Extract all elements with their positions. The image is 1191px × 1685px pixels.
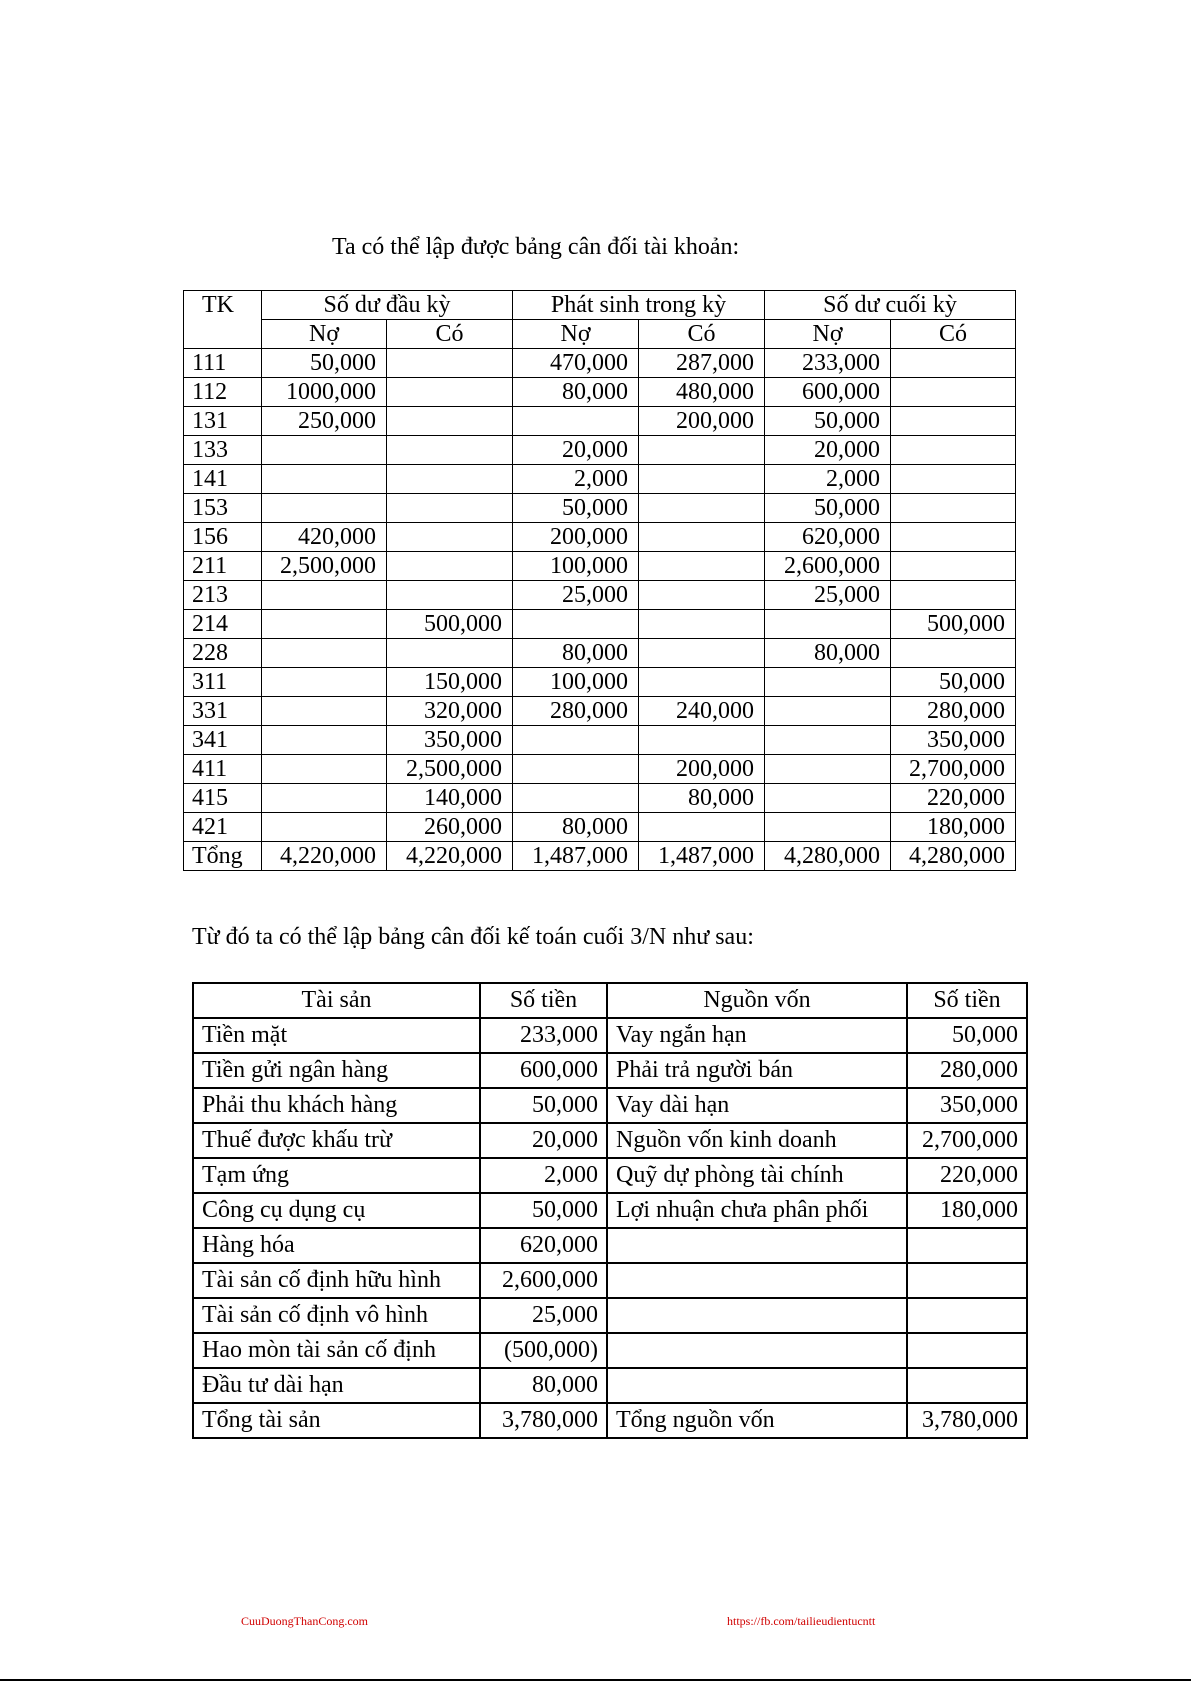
trial-balance-body: [184, 349, 1016, 871]
amount-cell: [387, 378, 513, 407]
item-label-cell: [607, 1228, 907, 1263]
amount-cell: 1000,000: [262, 378, 387, 407]
amount-cell: 600,000: [480, 1053, 607, 1088]
amount-cell: 2,600,000: [765, 552, 891, 581]
account-code-cell: 421: [184, 813, 262, 842]
amount-cell: 500,000: [387, 610, 513, 639]
amount-cell: 4,220,000: [387, 842, 513, 871]
amount-cell: 420,000: [262, 523, 387, 552]
amount-cell: 280,000: [891, 697, 1016, 726]
amount-cell: 2,000: [765, 465, 891, 494]
amount-cell: [639, 639, 765, 668]
amount-cell: 50,000: [480, 1088, 607, 1123]
account-code-cell: 411: [184, 755, 262, 784]
amount-cell: [891, 407, 1016, 436]
amount-cell: [262, 639, 387, 668]
table-row: [193, 1053, 1027, 1088]
item-label-cell: Hàng hóa: [193, 1228, 480, 1263]
amount-cell: [891, 523, 1016, 552]
account-code-cell: 156: [184, 523, 262, 552]
table-row: [193, 1333, 1027, 1368]
amount-cell: [262, 813, 387, 842]
amount-cell: 20,000: [513, 436, 639, 465]
amount-cell: 1,487,000: [513, 842, 639, 871]
amount-cell: 470,000: [513, 349, 639, 378]
amount-cell: 200,000: [513, 523, 639, 552]
table-row: [193, 1193, 1027, 1228]
account-code-cell: Tổng: [184, 842, 262, 871]
account-code-cell: 211: [184, 552, 262, 581]
amount-cell: [765, 755, 891, 784]
amount-cell: 200,000: [639, 407, 765, 436]
amount-cell: 150,000: [387, 668, 513, 697]
account-code-cell: 214: [184, 610, 262, 639]
header-opening-balance: Số dư đầu kỳ: [262, 291, 513, 320]
amount-cell: [639, 813, 765, 842]
amount-cell: 250,000: [262, 407, 387, 436]
item-label-cell: Tiền mặt: [193, 1018, 480, 1053]
item-label-cell: Tạm ứng: [193, 1158, 480, 1193]
balance-sheet-table: [192, 982, 1028, 1439]
amount-cell: [639, 668, 765, 697]
intro2-text: Từ đó ta có thể lập bảng cân đối kế toán cuối 3/N như sau:: [192, 924, 754, 950]
header-debit: Nợ: [765, 320, 891, 349]
amount-cell: 100,000: [513, 552, 639, 581]
table-row: [193, 1228, 1027, 1263]
account-code-cell: 341: [184, 726, 262, 755]
amount-cell: [639, 494, 765, 523]
item-label-cell: Đầu tư dài hạn: [193, 1368, 480, 1403]
amount-cell: [262, 726, 387, 755]
amount-cell: [387, 552, 513, 581]
account-code-cell: 153: [184, 494, 262, 523]
amount-cell: 20,000: [480, 1123, 607, 1158]
amount-cell: [639, 581, 765, 610]
header-credit: Có: [891, 320, 1016, 349]
table-row: [184, 349, 1016, 378]
amount-cell: [765, 813, 891, 842]
account-code-cell: 111: [184, 349, 262, 378]
item-label-cell: Tổng tài sản: [193, 1403, 480, 1438]
amount-cell: [262, 610, 387, 639]
table-row: [184, 697, 1016, 726]
amount-cell: [891, 639, 1016, 668]
header-tk: TK: [184, 291, 262, 349]
intro-text: Ta có thể lập được bảng cân đối tài khoản:: [332, 234, 740, 260]
bottom-divider: [0, 1679, 1191, 1681]
amount-cell: [639, 436, 765, 465]
item-label-cell: [607, 1298, 907, 1333]
amount-cell: 50,000: [765, 494, 891, 523]
account-code-cell: 415: [184, 784, 262, 813]
amount-cell: [765, 668, 891, 697]
amount-cell: 220,000: [907, 1158, 1027, 1193]
amount-cell: [907, 1228, 1027, 1263]
amount-cell: [907, 1298, 1027, 1333]
amount-cell: 2,500,000: [387, 755, 513, 784]
table-row: [193, 1123, 1027, 1158]
amount-cell: [262, 581, 387, 610]
amount-cell: [891, 494, 1016, 523]
amount-cell: [262, 755, 387, 784]
table-row: [184, 407, 1016, 436]
table-row: [184, 436, 1016, 465]
table-row: [184, 784, 1016, 813]
amount-cell: 80,000: [513, 813, 639, 842]
amount-cell: [387, 465, 513, 494]
amount-cell: (500,000): [480, 1333, 607, 1368]
amount-cell: [765, 784, 891, 813]
amount-cell: 3,780,000: [480, 1403, 607, 1438]
account-code-cell: 228: [184, 639, 262, 668]
amount-cell: 80,000: [513, 378, 639, 407]
table-subheader-row: [184, 320, 1016, 349]
item-label-cell: Tiền gửi ngân hàng: [193, 1053, 480, 1088]
table-row: [184, 523, 1016, 552]
table-row: [184, 378, 1016, 407]
amount-cell: [891, 581, 1016, 610]
header-sources: Nguồn vốn: [607, 983, 907, 1018]
header-credit: Có: [639, 320, 765, 349]
trial-balance-table: [183, 290, 1016, 871]
amount-cell: [639, 726, 765, 755]
footer-left-link[interactable]: CuuDuongThanCong.com: [241, 1614, 368, 1628]
item-label-cell: Tài sản cố định hữu hình: [193, 1263, 480, 1298]
amount-cell: 1,487,000: [639, 842, 765, 871]
amount-cell: [907, 1333, 1027, 1368]
amount-cell: 2,000: [513, 465, 639, 494]
amount-cell: [513, 407, 639, 436]
amount-cell: 620,000: [765, 523, 891, 552]
header-assets: Tài sản: [193, 983, 480, 1018]
item-label-cell: Công cụ dụng cụ: [193, 1193, 480, 1228]
amount-cell: [639, 523, 765, 552]
amount-cell: 80,000: [639, 784, 765, 813]
amount-cell: 220,000: [891, 784, 1016, 813]
amount-cell: 233,000: [765, 349, 891, 378]
item-label-cell: [607, 1333, 907, 1368]
amount-cell: 50,000: [765, 407, 891, 436]
table-row: [184, 552, 1016, 581]
amount-cell: 320,000: [387, 697, 513, 726]
amount-cell: [387, 523, 513, 552]
account-code-cell: 112: [184, 378, 262, 407]
header-debit: Nợ: [262, 320, 387, 349]
table-row: [184, 494, 1016, 523]
amount-cell: [907, 1263, 1027, 1298]
account-code-cell: 133: [184, 436, 262, 465]
amount-cell: 233,000: [480, 1018, 607, 1053]
amount-cell: [891, 552, 1016, 581]
amount-cell: [387, 436, 513, 465]
account-code-cell: 311: [184, 668, 262, 697]
amount-cell: 80,000: [513, 639, 639, 668]
amount-cell: [639, 552, 765, 581]
amount-cell: [262, 494, 387, 523]
amount-cell: [513, 610, 639, 639]
amount-cell: 2,000: [480, 1158, 607, 1193]
account-code-cell: 141: [184, 465, 262, 494]
amount-cell: 600,000: [765, 378, 891, 407]
amount-cell: 280,000: [907, 1053, 1027, 1088]
amount-cell: 500,000: [891, 610, 1016, 639]
amount-cell: [513, 755, 639, 784]
amount-cell: [639, 610, 765, 639]
header-amount: Số tiền: [907, 983, 1027, 1018]
amount-cell: [513, 784, 639, 813]
amount-cell: 100,000: [513, 668, 639, 697]
item-label-cell: Phải thu khách hàng: [193, 1088, 480, 1123]
table-row: [184, 668, 1016, 697]
amount-cell: [907, 1368, 1027, 1403]
amount-cell: [765, 610, 891, 639]
amount-cell: [639, 465, 765, 494]
table-row: [184, 610, 1016, 639]
amount-cell: [891, 436, 1016, 465]
item-label-cell: [607, 1263, 907, 1298]
table-row: [193, 1263, 1027, 1298]
table-row: [193, 1368, 1027, 1403]
table-row: [184, 813, 1016, 842]
amount-cell: 620,000: [480, 1228, 607, 1263]
amount-cell: [891, 349, 1016, 378]
amount-cell: 140,000: [387, 784, 513, 813]
amount-cell: [765, 697, 891, 726]
account-code-cell: 213: [184, 581, 262, 610]
item-label-cell: Quỹ dự phòng tài chính: [607, 1158, 907, 1193]
item-label-cell: Lợi nhuận chưa phân phối: [607, 1193, 907, 1228]
amount-cell: [262, 784, 387, 813]
table-row: [184, 581, 1016, 610]
amount-cell: [387, 494, 513, 523]
header-debit: Nợ: [513, 320, 639, 349]
amount-cell: 50,000: [907, 1018, 1027, 1053]
item-label-cell: Thuế được khấu trừ: [193, 1123, 480, 1158]
table-header-row: [184, 291, 1016, 320]
amount-cell: 50,000: [891, 668, 1016, 697]
amount-cell: 2,600,000: [480, 1263, 607, 1298]
amount-cell: 25,000: [765, 581, 891, 610]
amount-cell: 80,000: [765, 639, 891, 668]
amount-cell: 25,000: [480, 1298, 607, 1333]
amount-cell: 2,700,000: [907, 1123, 1027, 1158]
amount-cell: [387, 349, 513, 378]
amount-cell: 240,000: [639, 697, 765, 726]
amount-cell: [387, 581, 513, 610]
table-row: [193, 1298, 1027, 1333]
amount-cell: 350,000: [907, 1088, 1027, 1123]
amount-cell: 4,280,000: [765, 842, 891, 871]
amount-cell: [262, 465, 387, 494]
balance-sheet-body: [193, 1018, 1027, 1438]
amount-cell: 25,000: [513, 581, 639, 610]
table-row: [193, 1088, 1027, 1123]
table-row: [193, 1018, 1027, 1053]
amount-cell: [387, 639, 513, 668]
item-label-cell: Vay ngắn hạn: [607, 1018, 907, 1053]
amount-cell: [262, 436, 387, 465]
item-label-cell: Tài sản cố định vô hình: [193, 1298, 480, 1333]
amount-cell: 3,780,000: [907, 1403, 1027, 1438]
table-row: [184, 639, 1016, 668]
amount-cell: 50,000: [480, 1193, 607, 1228]
amount-cell: 2,700,000: [891, 755, 1016, 784]
table-row: [184, 726, 1016, 755]
amount-cell: [765, 726, 891, 755]
account-code-cell: 131: [184, 407, 262, 436]
amount-cell: [262, 697, 387, 726]
amount-cell: 2,500,000: [262, 552, 387, 581]
amount-cell: [387, 407, 513, 436]
item-label-cell: Nguồn vốn kinh doanh: [607, 1123, 907, 1158]
item-label-cell: Tổng nguồn vốn: [607, 1403, 907, 1438]
amount-cell: 350,000: [387, 726, 513, 755]
amount-cell: 4,220,000: [262, 842, 387, 871]
header-movement: Phát sinh trong kỳ: [513, 291, 765, 320]
item-label-cell: Hao mòn tài sản cố định: [193, 1333, 480, 1368]
amount-cell: 180,000: [891, 813, 1016, 842]
table-row: [193, 1158, 1027, 1193]
amount-cell: [513, 726, 639, 755]
amount-cell: 20,000: [765, 436, 891, 465]
item-label-cell: Phải trả người bán: [607, 1053, 907, 1088]
amount-cell: 80,000: [480, 1368, 607, 1403]
amount-cell: 480,000: [639, 378, 765, 407]
table-row: [184, 842, 1016, 871]
amount-cell: [262, 668, 387, 697]
amount-cell: 280,000: [513, 697, 639, 726]
amount-cell: 200,000: [639, 755, 765, 784]
table-row: [184, 755, 1016, 784]
amount-cell: 50,000: [513, 494, 639, 523]
item-label-cell: [607, 1368, 907, 1403]
amount-cell: 260,000: [387, 813, 513, 842]
table-header-row: [193, 983, 1027, 1018]
table-row: [184, 465, 1016, 494]
item-label-cell: Vay dài hạn: [607, 1088, 907, 1123]
amount-cell: 180,000: [907, 1193, 1027, 1228]
amount-cell: [891, 378, 1016, 407]
amount-cell: 287,000: [639, 349, 765, 378]
header-closing-balance: Số dư cuối kỳ: [765, 291, 1016, 320]
amount-cell: [891, 465, 1016, 494]
amount-cell: 350,000: [891, 726, 1016, 755]
table-row: [193, 1403, 1027, 1438]
footer-right-link[interactable]: https://fb.com/tailieudientucntt: [727, 1614, 876, 1628]
amount-cell: 4,280,000: [891, 842, 1016, 871]
amount-cell: 50,000: [262, 349, 387, 378]
header-amount: Số tiền: [480, 983, 607, 1018]
header-credit: Có: [387, 320, 513, 349]
account-code-cell: 331: [184, 697, 262, 726]
